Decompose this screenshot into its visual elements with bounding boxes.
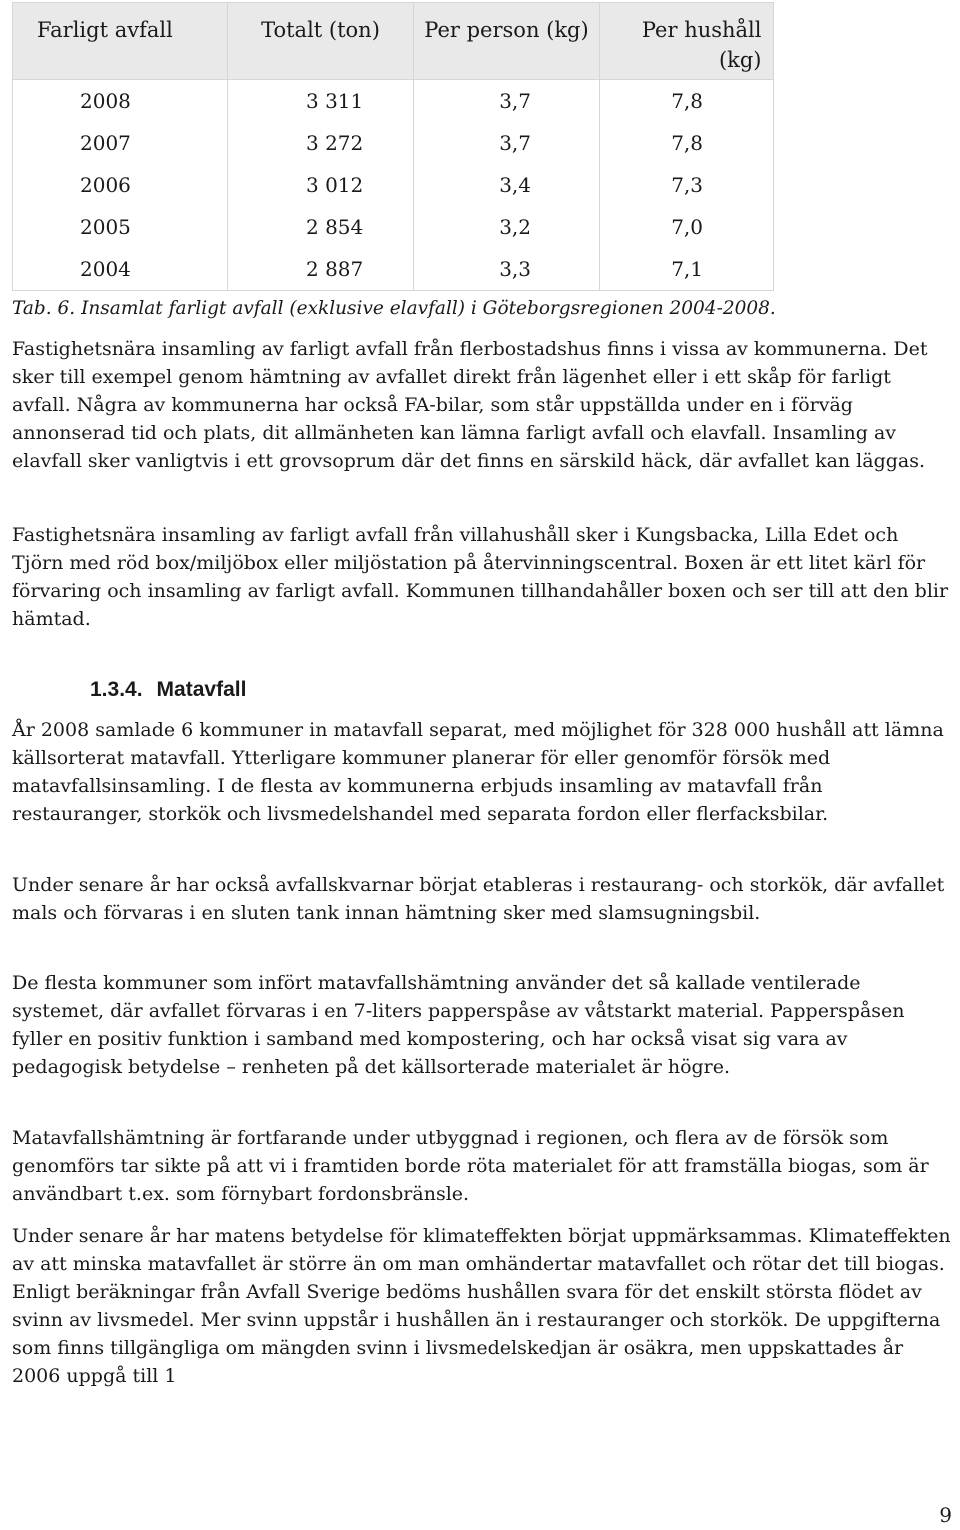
waste-table-container <box>12 2 774 291</box>
cell-per-person: 3,2 <box>414 206 600 248</box>
cell-year: 2005 <box>13 206 228 248</box>
hazardous-waste-table <box>12 2 774 291</box>
paragraph-matavfall-2008: År 2008 samlade 6 kommuner in matavfall separat, med möjlighet för 328 000 hushåll att lämna källsorterat matavfall. Ytterligare kommuner planerar för eller genomför försök med matavfallsinsamling. I de flesta av kommunerna erbjuds insamling av matavfall från restauranger, storkök och livsmedelshandel med separata fordon eller flerfacksbilar. <box>12 719 944 825</box>
cell-year: 2008 <box>13 80 228 123</box>
cell-total: 3 012 <box>228 164 414 206</box>
cell-per-household: 7,3 <box>600 164 774 206</box>
cell-per-household: 7,8 <box>600 122 774 164</box>
table-row <box>13 248 774 291</box>
header-farligt-avfall: Farligt avfall <box>13 3 228 80</box>
table-row <box>13 164 774 206</box>
paragraph-avfallskvarnar: Under senare år har också avfallskvarnar börjat etableras i restaurang- och storkök, där avfallet mals och förvaras i en sluten tank innan hämtning sker med slamsugningsbil. <box>12 874 945 924</box>
cell-year: 2004 <box>13 248 228 291</box>
table-row <box>13 122 774 164</box>
header-per-hushall: Per hushåll (kg) <box>600 3 774 80</box>
cell-per-household: 7,0 <box>600 206 774 248</box>
cell-per-household: 7,1 <box>600 248 774 291</box>
cell-per-person: 3,3 <box>414 248 600 291</box>
cell-per-person: 3,7 <box>414 80 600 123</box>
paragraph-flerbostadshus: Fastighetsnära insamling av farligt avfall från flerbostadshus finns i vissa av kommunerna. Det sker till exempel genom hämtning av avfallet direkt från lägenhet eller i ett skåp för farligt avfall. Några av kommunerna har också FA-bilar, som står uppställda under en i förväg annonserad tid och plats, dit allmänheten kan lämna farligt avfall och elavfall. Insamling av elavfall sker vanligtvis i ett grovsoprum där det finns en särskild häck, där avfallet kan läggas. <box>12 338 928 472</box>
cell-year: 2007 <box>13 122 228 164</box>
cell-total: 3 311 <box>228 80 414 123</box>
paragraph-biogas: Matavfallshämtning är fortfarande under utbyggnad i regionen, och flera av de försök som genomförs tar sikte på att vi i framtiden borde röta materialet för att framställa biogas, som är användbart t.ex. som förnybart fordonsbränsle. <box>12 1127 929 1205</box>
cell-total: 2 887 <box>228 248 414 291</box>
cell-total: 3 272 <box>228 122 414 164</box>
cell-per-household: 7,8 <box>600 80 774 123</box>
table-caption: Tab. 6. Insamlat farligt avfall (exklusive elavfall) i Göteborgsregionen 2004-2008. <box>12 298 776 319</box>
cell-total: 2 854 <box>228 206 414 248</box>
table-row <box>13 80 774 123</box>
header-per-person: Per person (kg) <box>414 3 600 80</box>
cell-year: 2006 <box>13 164 228 206</box>
section-heading <box>90 676 246 704</box>
paragraph-ventilerade-systemet: De flesta kommuner som infört matavfallshämtning använder det så kallade ventilerade systemet, där avfallet förvaras i en 7-liters papperspåse av våtstarkt material. Papperspåsen fyller en positiv funktion i samband med kompostering, och har också visat sig vara av pedagogisk betydelse – renheten på det källsorterade materialet är högre. <box>12 972 905 1078</box>
paragraph-villahushall: Fastighetsnära insamling av farligt avfall från villahushåll sker i Kungsbacka, Lilla Edet och Tjörn med röd box/miljöbox eller miljöstation på återvinningscentral. Boxen är ett litet kärl för förvaring och insamling av farligt avfall. Kommunen tillhandahåller boxen och ser till att den blir hämtad. <box>12 524 949 630</box>
table-header-row <box>13 3 774 80</box>
table-row <box>13 206 774 248</box>
section-number: 1.3.4. <box>90 678 143 701</box>
cell-per-person: 3,4 <box>414 164 600 206</box>
page-number: 9 <box>939 1503 952 1527</box>
cell-per-person: 3,7 <box>414 122 600 164</box>
section-title: Matavfall <box>156 678 247 701</box>
paragraph-klimateffekten: Under senare år har matens betydelse för klimateffekten börjat uppmärksammas. Klimateffekten av att minska matavfallet är större än om man omhändertar matavfallet och rötar det till biogas. Enligt beräkningar från Avfall Sverige bedöms hushållen svara för det enskilt största flödet av svinn av livsmedel. Mer svinn uppstår i hushållen än i restauranger och storkök. De uppgifterna som finns tillgängliga om mängden svinn i livsmedelskedjan är osäkra, men uppskattades år 2006 uppgå till 1 <box>12 1225 951 1387</box>
header-totalt-ton: Totalt (ton) <box>228 3 414 80</box>
